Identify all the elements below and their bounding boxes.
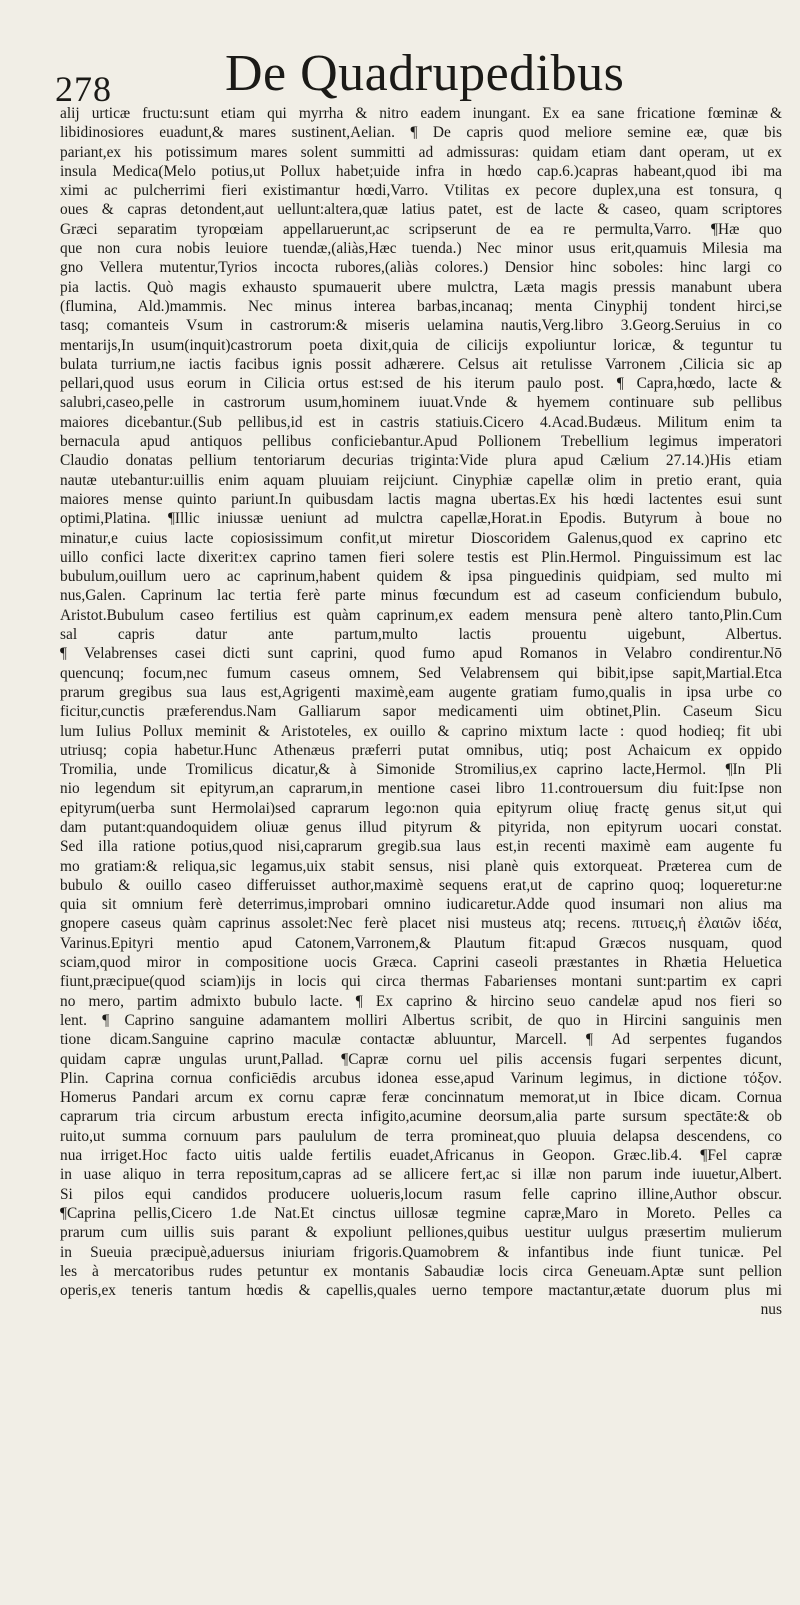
text-line: uillo confici lacte dixerit:ex caprino tamen fieri solere testis est Plin.Hermol. Pinguissimum est lac — [60, 548, 782, 566]
text-line: sciam,quod miror in compositione uocis Græca. Caprini caseoli præstantes in Rhætia Heluetica — [60, 954, 782, 972]
text-line: ximi ac pulcherrimi fieri existimantur hœdi,Varro. Vtilitas ex pecore duplex,una est tonsura, q — [60, 182, 782, 200]
text-line: salubri,caseo,pelle in castrorum usum,hominem iuuat.Vnde & hyemem continuare sub pellibus — [60, 394, 782, 412]
text-line: ¶ Velabrenses casei dicti sunt caprini, quod fumo apud Romanos in Velabro condirentur.Nō — [60, 645, 782, 663]
text-line: bernacula apud antiquos pellibus conficiebantur.Apud Pollionem Trebellium legimus imperatori — [60, 433, 782, 451]
text-line: oues & capras detondent,aut uellunt:altera,quæ latius patet, est de lacte & caseo, quam scriptores — [60, 201, 782, 219]
text-line: quidam capræ ungulas urunt,Pallad. ¶Capræ cornu uel pilis accensis fugari serpentes dicunt, — [60, 1050, 782, 1068]
text-line: tione dicam.Sanguine caprino maculæ contactæ abluuntur, Marcell. ¶ Ad serpentes fugandos — [60, 1031, 782, 1049]
text-line: mentarijs,In usum(inquit)castrorum poeta dixit,quia de cilicijs expoliuntur loricæ, & teguntur tu — [60, 336, 782, 354]
text-line: caprarum tria circum arbustum erecta infigito,acumine deorsum,alia parte sursum spectāte:& ob — [60, 1108, 782, 1126]
text-line: minatur,e cuius lacte copiosissimum confit,ut miretur Dioscoridem Galenus,quod ex caprino etc — [60, 529, 782, 547]
text-line: in Sueuia præcipuè,aduersus iniuriam frigoris.Quamobrem & infantibus inde fiunt tunicæ. Pel — [60, 1243, 782, 1261]
text-line: prarum cum uillis suis parant & expoliunt pelliones,quibus uestitur uulgus præsertim mulierum — [60, 1224, 782, 1242]
text-line: no mero, partim admixto bubulo lacte. ¶ Ex caprino & hircino seuo candelæ apud nos fieri so — [60, 992, 782, 1010]
text-line: alij urticæ fructu:sunt etiam qui myrrha & nitro eadem inungant. Ex ea sane fricatione fœminæ & — [60, 105, 782, 122]
text-line: pellari,quod usus eorum in Cilicia ortus est:sed de his iterum paulo post. ¶ Capra,hœdo, lacte & — [60, 375, 782, 393]
text-line: ficitur,cunctis præferendus.Nam Galliarum sapor medicamenti uim obtinet,Plin. Caseum Sicu — [60, 703, 782, 721]
text-line: nio legendum sit epityrum,an caprarum,in mentione casei libro 11.controuersum diu fuit:Ipse non — [60, 780, 782, 798]
text-line: mo gratiam:& reliqua,sic legamus,uix stabit sensus, nisi planè quis extorqueat. Præterea cum de — [60, 857, 782, 875]
text-line: Aristot.Bubulum caseo fertilius est quàm caprinum,ex eadem mensura penè altero tanto,Plin.Cum — [60, 606, 782, 624]
text-line: nautæ utebantur:uillis enim aquam pluuiam reijciunt. Cinyphiæ capellæ olim in pretio erant, quia — [60, 471, 782, 489]
text-line: gno Vellera mutentur,Tyrios incocta rubores,(aliàs colores.) Densior hinc soboles: hinc largi co — [60, 259, 782, 277]
text-line: Tromilia, unde Tromilicus dicatur,& à Simonide Stromilius,ex caprino lacte,Hermol. ¶In Pli — [60, 761, 782, 779]
text-line: libidinosiores euadunt,& mares sustinent,Aelian. ¶ De capris quod meliore semine eæ, quæ bis — [60, 124, 782, 142]
text-line: dam putant:quandoquidem oliuæ genus illud pityrum & pityrida, non epityrum uocari constat. — [60, 818, 782, 836]
text-line: Varinus.Epityri mentio apud Catonem,Varronem,& Plautum fit:apud Græcos nusquam, quod — [60, 934, 782, 952]
text-line: (flumina, Ald.)mammis. Nec minus interea barbas,incanaq; menta Cinyphij tondent hirci,se — [60, 297, 782, 315]
text-line: pia lactis. Quò magis exhausto spumauerit ubere mulctra, Læta magis pressis manabunt ubera — [60, 278, 782, 296]
text-line: Græci separatim tyropœiam appellaruerunt,ac scripserunt de ea re permulta,Varro. ¶Hæ quo — [60, 220, 782, 238]
text-line: bulata turrium,ne iactis facibus ignis possit adhærere. Celsus ait retulisse Varronem ,Cilicia sic ap — [60, 355, 782, 373]
text-line: quia sit omnium ferè deterrimus,improbari omnino iudicaretur.Adde quod insumari non alius ma — [60, 896, 782, 914]
text-line: nus,Galen. Caprinum lac tertia ferè parte minus fœcundum est ad caseum conficiendum bubulo, — [60, 587, 782, 605]
text-line: quencunq; focum,nec fumum caseus omnem, Sed Velabrensem qui bibit,ipse sapit,Martial.Etca — [60, 664, 782, 682]
text-line: bubulum,ouillum uero ac caprinum,habent quidem & ipsa pinguedinis quidpiam, sed multo mi — [60, 568, 782, 586]
text-line: Claudio donatas pellium tentoriarum decurias triginta:Vide plura apud Cælium 27.14.)His etiam — [60, 452, 782, 470]
text-line: maiores mense quinto pariunt.In quibusdam lactis magna ubertas.Ex his hœdi lactentes esui sunt — [60, 490, 782, 508]
text-line: fiunt,præcipue(quod sciam)ijs in locis qui circa thermas Fabarienses montani sunt:partim ex capri — [60, 973, 782, 991]
text-line: Plin. Caprina cornua conficiēdis arcubus idonea esse,apud Varinum legimus, in dictione τόξον. — [60, 1069, 782, 1087]
text-line: tasq; comanteis Vsum in castrorum:& miseris uelamina nautis,Verg.libro 3.Georg.Seruius in co — [60, 317, 782, 335]
text-line: Homerus Pandari arcum ex cornu capræ feræ concinnatum memorat,ut in Ibice dicam. Cornua — [60, 1089, 782, 1107]
body-text — [60, 104, 782, 1320]
text-line: bubulo & ouillo caseo differuisset author,maximè sequens erat,ut de caprino quoq; loqueretur:ne — [60, 876, 782, 894]
text-line: gnopere caseus quàm caprinus assolet:Nec ferè placet nisi musteus atq; recens. πιτυεις,ἡ ἐλαιῶν ἰδέα, — [60, 915, 782, 933]
text-line: prarum gregibus sua laus est,Agrigenti maximè,eam augente gratiam fumo,qualis in ipsa urbe co — [60, 683, 782, 701]
text-line: que non cura nobis leuiore tuendæ,(aliàs,Hæc tuenda.) Nec minor usus erit,quamuis Milesia ma — [60, 240, 782, 258]
text-line: optimi,Platina. ¶Illic iniussæ ueniunt ad mulctra capellæ,Horat.in Epodis. Butyrum à boue no — [60, 510, 782, 528]
text-line: Si pilos equi candidos producere uolueris,locum rasum felle caprino illine,Author obscur. — [60, 1185, 782, 1203]
text-line: utriusq; copia habetur.Hunc Athenæus præferri putat omnibus, utiq; post Achaicum ex oppido — [60, 741, 782, 759]
text-line: epityrum(uerba sunt Hermolai)sed caprarum lego:non quia epityrum oliuę fractę genus sit,ut qui — [60, 799, 782, 817]
page-number: 278 — [55, 69, 112, 109]
text-line: lent. ¶ Caprino sanguine adamantem molliri Albertus scribit, de quo in Hircini sanguinis men — [60, 1011, 782, 1029]
text-line: in uase aliquo in terra repositum,capras ad se allicere fert,ac si illæ non parum inde iuuetur,Albert. — [60, 1166, 782, 1184]
running-title: De Quadrupedibus — [225, 45, 625, 102]
text-line: operis,ex teneris tantum hœdis & capellis,quales uerno tempore mactantur,ætate duorum plus mi — [60, 1282, 782, 1300]
text-line: ¶Caprina pellis,Cicero 1.de Nat.Et cinctus uillosæ tegmine capræ,Maro in Moreto. Pelles ca — [60, 1204, 782, 1222]
text-line: les à mercatoribus rudes petuntur ex montanis Sabaudiæ locis circa Geneuam.Aptæ sunt pellion — [60, 1262, 782, 1280]
text-line: maiores dicebantur.(Sub pellibus,id est in castris statiuis.Cicero 4.Acad.Budæus. Militum enim ta — [60, 413, 782, 431]
text-line: Sed illa ratione potius,quod nisi,caprarum gregib.sua laus est,in recenti maximè eam augente fu — [60, 838, 782, 856]
text-line: lum Iulius Pollux meminit & Aristoteles, ex ouillo & caprino mixtum lacte : quod hodieq; fit ubi — [60, 722, 782, 740]
text-line: sal capris datur ante partum,multo lactis prouentu uigebunt, Albertus. — [60, 626, 782, 644]
text-line: ruito,ut summa cornuum pars paululum de terra promineat,quo pluuia delapsa descendens, co — [60, 1127, 782, 1145]
text-line: nus — [760, 1301, 782, 1319]
text-line: nua irriget.Hoc facto uitis ualde fertilis euadet,Africanus in Geopon. Græc.lib.4. ¶Fel capræ — [60, 1147, 782, 1165]
text-line: pariant,ex his potissimum mares solent summitti ad admissuras: quidam etiam dant operam, ut ex — [60, 143, 782, 161]
text-line: insula Medica(Melo potius,ut Pollux habet;uide infra in hœdo cap.6.)capras habeant,quod ibi ma — [60, 162, 782, 180]
